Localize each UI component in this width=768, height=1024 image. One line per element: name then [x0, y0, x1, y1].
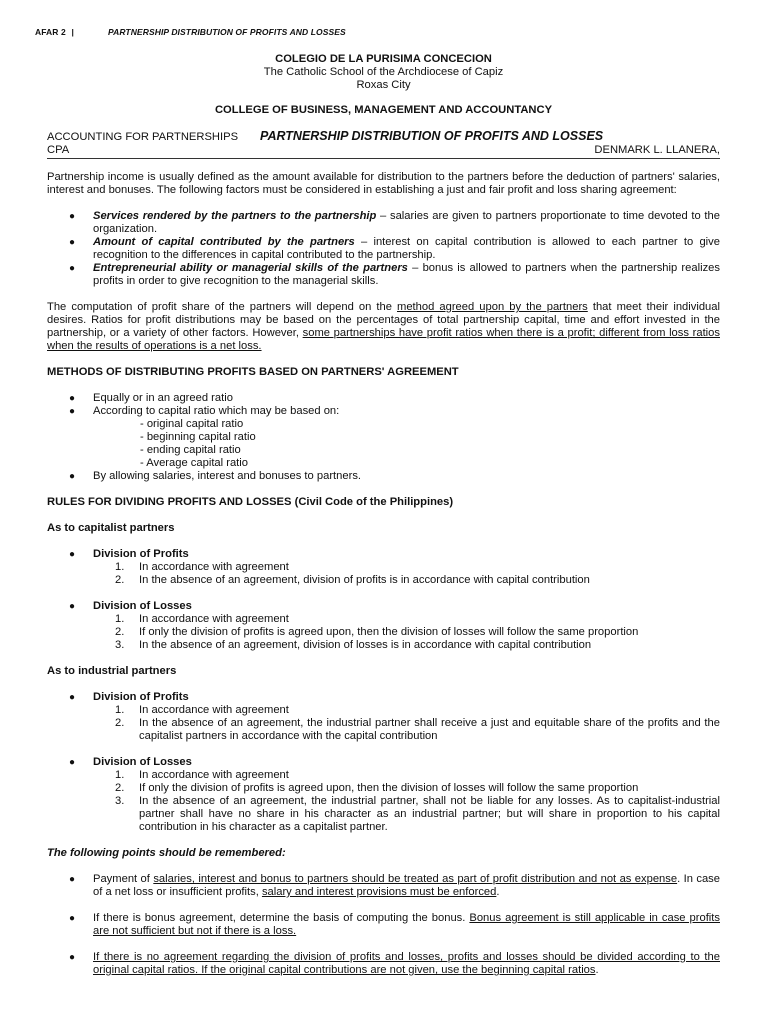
running-head	[35, 26, 346, 39]
document-body	[47, 171, 720, 977]
factor-term: Entrepreneurial ability or managerial skills of the partners	[93, 262, 408, 274]
bullet-icon: ●	[69, 549, 76, 560]
rule-text: In the absence of an agreement, division of profits is in accordance with capital contribution	[139, 574, 590, 586]
factor-term: Amount of capital contributed by the partners	[93, 236, 355, 248]
list-item: 1. In accordance with agreement	[115, 704, 289, 716]
list-item: ● Payment of salaries, interest and bonus to partners should be treated as part of profit distribution and not as expense. In case of a net loss or insufficient profits, salary and interest provisions must be enforced.	[69, 873, 720, 898]
list-item: - original capital ratio	[140, 418, 244, 430]
subsection-label: Division of Profits	[93, 691, 189, 703]
bullet-icon: ●	[69, 913, 76, 924]
rule-text: In accordance with agreement	[139, 561, 289, 573]
list-item: 2. If only the division of profits is agreed upon, then the division of losses will follow the same proportion	[115, 626, 639, 638]
bullet-icon: ●	[69, 692, 76, 703]
remember-heading: The following points should be remembered:	[47, 847, 286, 859]
numbered-list	[47, 613, 720, 652]
computation-text: that meet their individual desires. Ratios for profit distributions may be based on the percentages of total partnership capital, time and effort invested in the partnership, or a variety of other factors. However,	[47, 301, 720, 339]
factor-sep: –	[407, 262, 423, 274]
list-item: - ending capital ratio	[140, 444, 241, 456]
factor-term: Services rendered by the partners to the partnership	[93, 210, 377, 222]
bullet-icon: ●	[69, 263, 76, 274]
subsection-label: Division of Profits	[93, 548, 189, 560]
factor-sep: –	[376, 210, 390, 222]
rule-text: In the absence of an agreement, the industrial partner, shall not be liable for any losses. As to capitalist-industrial partner shall have no share in his character as an industrial partner; but will share in proportion to his capital contribution in his character as a capitalist partner.	[139, 795, 720, 833]
factor-text: bonus is allowed to partners when the partnership realizes profits in order to give recognition to the managerial skills.	[93, 262, 720, 287]
school-name: COLEGIO DE LA PURISIMA CONCECION	[275, 53, 492, 65]
list-item	[47, 470, 720, 483]
factor-text: interest on capital contribution is allowed to each partner to give recognition to the differences in capital contributed to the partnership.	[93, 236, 720, 261]
list-item: ● If there is no agreement regarding the division of profits and losses, profits and losses should be divided according to the original capital ratios. If the original capital contributions are not given, use the beginning capital ratios.	[69, 951, 720, 976]
school-tagline: The Catholic School of the Archdiocese of Capiz	[263, 66, 504, 78]
capitalist-heading: As to capitalist partners	[47, 522, 175, 534]
author-credential: CPA	[47, 144, 70, 156]
course-topic: PARTNERSHIP DISTRIBUTION OF PROFITS AND LOSSES	[260, 129, 604, 143]
list-item: - beginning capital ratio	[140, 431, 256, 443]
methods-list	[47, 392, 720, 483]
computation-emphasis: method agreed upon by the partners	[397, 301, 588, 313]
list-item	[47, 691, 720, 704]
list-item	[47, 236, 720, 262]
numbered-list	[47, 704, 720, 743]
capitalist-profits	[47, 548, 720, 561]
list-item: 3. In the absence of an agreement, division of losses is in accordance with capital contribution	[115, 639, 592, 651]
list-item	[47, 392, 720, 405]
list-item	[47, 210, 720, 236]
list-item: 3. In the absence of an agreement, the industrial partner, shall not be liable for any losses. As to capitalist-industrial partner shall have no share in his character as an industrial partner; but will share in proportion to his capital contribution in his character as a capitalist partner.	[115, 795, 720, 833]
remember-list	[47, 873, 720, 977]
list-item: 1. In accordance with agreement	[115, 613, 289, 625]
bullet-icon: ●	[69, 237, 76, 248]
computation-paragraph	[47, 301, 720, 353]
rule-text: In accordance with agreement	[139, 613, 289, 625]
list-item: - Average capital ratio	[140, 457, 249, 469]
method-text: Equally or in an agreed ratio	[93, 392, 233, 404]
bullet-icon: ●	[69, 757, 76, 768]
methods-heading: METHODS OF DISTRIBUTING PROFITS BASED ON PARTNERS' AGREEMENT	[47, 366, 459, 378]
rule-text: If only the division of profits is agreed upon, then the division of losses will follow the same proportion	[139, 782, 639, 794]
rule-text: In the absence of an agreement, division of losses is in accordance with capital contribution	[139, 639, 592, 651]
rules-heading: RULES FOR DIVIDING PROFITS AND LOSSES (Civil Code of the Philippines)	[47, 496, 454, 508]
bullet-icon: ●	[69, 211, 76, 222]
header-separator: |	[71, 27, 74, 37]
school-city: Roxas City	[356, 79, 411, 91]
course-line	[47, 130, 720, 159]
list-item	[47, 405, 720, 418]
bullet-icon: ●	[69, 601, 76, 612]
list-item: 2. If only the division of profits is agreed upon, then the division of losses will follow the same proportion	[115, 782, 639, 794]
rule-text: In accordance with agreement	[139, 704, 289, 716]
list-item: 1. In accordance with agreement	[115, 769, 289, 781]
list-item: ● If there is bonus agreement, determine the basis of computing the bonus. Bonus agreement is still applicable in case profits are not sufficient but not if there is a loss.	[69, 912, 720, 937]
course-code: AFAR 2	[35, 27, 66, 37]
bullet-icon: ●	[69, 874, 76, 885]
industrial-profits	[47, 691, 720, 704]
list-item	[47, 262, 720, 288]
bullet-icon: ●	[69, 471, 76, 482]
numbered-list	[47, 561, 720, 587]
method-text: By allowing salaries, interest and bonuses to partners.	[93, 470, 362, 482]
industrial-heading: As to industrial partners	[47, 665, 177, 677]
running-title: PARTNERSHIP DISTRIBUTION OF PROFITS AND LOSSES	[107, 27, 346, 37]
list-item: 2. In the absence of an agreement, division of profits is in accordance with capital contribution	[115, 574, 590, 586]
list-item	[47, 548, 720, 561]
factors-list	[47, 210, 720, 288]
computation-emphasis: some partnerships have profit ratios when there is a profit; different from loss ratios when the results of operations is a net loss.	[47, 327, 720, 352]
author-name: DENMARK L. LLANERA,	[594, 144, 720, 156]
subsection-label: Division of Losses	[93, 600, 192, 612]
college-name: COLLEGE OF BUSINESS, MANAGEMENT AND ACCOUNTANCY	[214, 104, 553, 116]
list-item: 2. In the absence of an agreement, the industrial partner shall receive a just and equitable share of the profits and the capitalist partners in accordance with the capital contribution	[115, 717, 720, 742]
rule-text: In accordance with agreement	[139, 769, 289, 781]
school-header	[47, 53, 720, 92]
capitalist-losses	[47, 600, 720, 613]
industrial-losses	[47, 756, 720, 769]
rule-text: In the absence of an agreement, the industrial partner shall receive a just and equitable share of the profits and the capitalist partners in accordance with the capital contribution	[139, 717, 720, 742]
factor-text: salaries are given to partners proportionate to time devoted to the organization.	[93, 210, 720, 235]
bullet-icon: ●	[69, 393, 76, 404]
method-text: According to capital ratio which may be based on:	[93, 405, 340, 417]
subsection-label: Division of Losses	[93, 756, 192, 768]
list-item: 1. In accordance with agreement	[115, 561, 289, 573]
course-subject: ACCOUNTING FOR PARTNERSHIPS	[47, 131, 239, 143]
bullet-icon: ●	[69, 952, 76, 963]
computation-text: The computation of profit share of the partners will depend on the	[47, 301, 397, 313]
bullet-icon: ●	[69, 406, 76, 417]
list-item	[47, 756, 720, 769]
intro-paragraph: Partnership income is usually defined as the amount available for distribution to the partners before the deduction of partners' salaries, interest and bonuses. The following factors must be considered in establishing a just and fair profit and loss sharing agreement:	[47, 171, 720, 196]
numbered-list	[47, 769, 720, 834]
factor-sep: –	[354, 236, 374, 248]
rule-text: If only the division of profits is agreed upon, then the division of losses will follow the same proportion	[139, 626, 639, 638]
list-item	[47, 600, 720, 613]
